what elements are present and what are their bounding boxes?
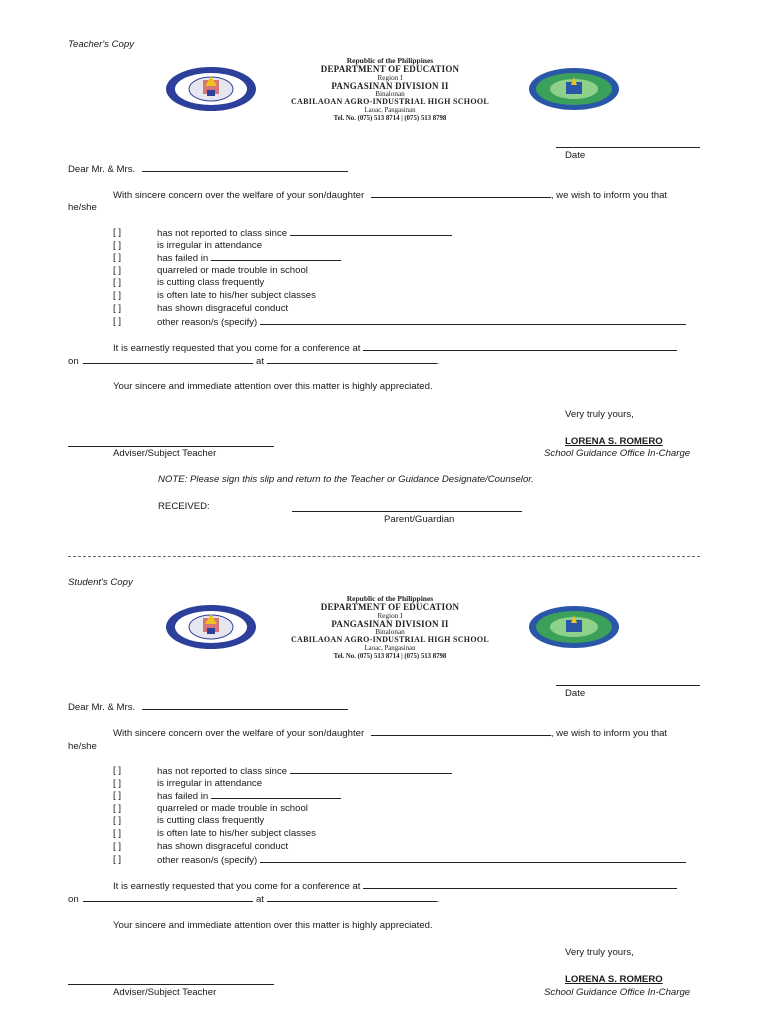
cut-line xyxy=(68,556,700,557)
counselor-title: School Guidance Office In-Charge xyxy=(544,448,691,459)
date-label: Date xyxy=(565,688,586,699)
letterhead-town: Binalonan xyxy=(375,628,405,637)
intro-line xyxy=(113,727,667,739)
intro-text: With sincere concern over the welfare of your son/daughter xyxy=(113,728,365,739)
school-seal-icon xyxy=(528,67,620,111)
letterhead xyxy=(268,57,512,123)
reason-item: other reason/s (specify) xyxy=(157,316,686,328)
reason-item: has not reported to class since xyxy=(157,227,452,239)
reason-item: is irregular in attendance xyxy=(157,240,263,251)
letterhead-tel: Tel. No. (075) 513 8714 | (075) 513 8798 xyxy=(333,115,447,123)
letterhead-division: PANGASINAN DIVISION II xyxy=(331,80,449,91)
salutation xyxy=(68,701,348,713)
reason-checkbox[interactable]: [ ] xyxy=(113,290,121,301)
fill-line[interactable] xyxy=(211,790,341,799)
letterhead-tel: Tel. No. (075) 513 8714 | (075) 513 8798 xyxy=(333,653,447,661)
letterhead-region: Region I xyxy=(377,73,403,82)
counselor-title: School Guidance Office In-Charge xyxy=(544,987,691,998)
intro-line xyxy=(113,189,667,201)
letterhead-department: DEPARTMENT OF EDUCATION xyxy=(320,64,460,75)
letterhead-school: CABILAOAN AGRO-INDUSTRIAL HIGH SCHOOL xyxy=(290,97,490,107)
note-text: NOTE: Please sign this slip and return to the Teacher or Guidance Designate/Counselor. xyxy=(158,474,534,485)
reason-item: quarreled or made trouble in school xyxy=(157,265,308,276)
letterhead-region: Region I xyxy=(377,611,403,620)
date-label: Date xyxy=(565,150,586,161)
reason-item: has failed in xyxy=(157,252,341,264)
conference-date-line: on at . xyxy=(68,356,440,367)
conference-time-fill[interactable] xyxy=(267,893,437,902)
fill-line[interactable] xyxy=(290,765,452,774)
conference-place-line[interactable] xyxy=(363,342,677,351)
fill-line[interactable] xyxy=(290,227,452,236)
parent-label: Parent/Guardian xyxy=(384,514,455,525)
letterhead-division: PANGASINAN DIVISION II xyxy=(331,618,449,629)
appreciation-text: Your sincere and immediate attention over this matter is highly appreciated. xyxy=(113,381,433,392)
fill-line[interactable] xyxy=(260,316,686,325)
adviser-label: Adviser/Subject Teacher xyxy=(113,987,217,998)
conference-date-fill[interactable] xyxy=(83,893,253,902)
parent-name-line[interactable] xyxy=(142,701,348,710)
reason-checkbox[interactable]: [ ] xyxy=(113,277,121,288)
parent-signature-line[interactable] xyxy=(292,511,522,512)
reason-checkbox[interactable]: [ ] xyxy=(113,778,121,789)
salutation xyxy=(68,163,348,175)
conference-date-fill[interactable] xyxy=(83,355,253,364)
date-line[interactable] xyxy=(556,685,700,686)
letterhead-address: Laoac, Pangasinan xyxy=(364,106,416,114)
parent-name-line[interactable] xyxy=(142,163,348,172)
reason-item: is irregular in attendance xyxy=(157,778,263,789)
he-she-text: he/she xyxy=(68,202,97,213)
adviser-signature-line[interactable] xyxy=(68,984,274,985)
reason-item: is cutting class frequently xyxy=(157,815,265,826)
reason-checkbox[interactable]: [ ] xyxy=(113,265,121,276)
fill-line[interactable] xyxy=(260,854,686,863)
conference-place-line[interactable] xyxy=(363,880,677,889)
letterhead-school: CABILAOAN AGRO-INDUSTRIAL HIGH SCHOOL xyxy=(290,635,490,645)
reason-checkbox[interactable]: [ ] xyxy=(113,765,121,776)
received-label: RECEIVED: xyxy=(158,501,210,512)
letterhead-republic: Republic of the Philippines xyxy=(346,594,434,603)
letterhead-address: Laoac, Pangasinan xyxy=(364,644,416,652)
reason-checkbox[interactable]: [ ] xyxy=(113,790,121,801)
appreciation-text: Your sincere and immediate attention over this matter is highly appreciated. xyxy=(113,920,433,931)
intro-text: With sincere concern over the welfare of your son/daughter xyxy=(113,190,365,201)
he-she-text: he/she xyxy=(68,741,97,752)
reason-item: has shown disgraceful conduct xyxy=(157,841,289,852)
letterhead-republic: Republic of the Philippines xyxy=(346,56,434,65)
closing-text: Very truly yours, xyxy=(565,409,634,420)
reason-item: has failed in xyxy=(157,790,341,802)
intro-end-text: , we wish to inform you that xyxy=(550,190,668,201)
date-line[interactable] xyxy=(556,147,700,148)
fill-line[interactable] xyxy=(211,252,341,261)
reason-item: is often late to his/her subject classes xyxy=(157,290,316,301)
letterhead xyxy=(268,595,512,661)
reason-checkbox[interactable]: [ ] xyxy=(113,316,121,327)
copy-label: Teacher's Copy xyxy=(68,39,135,50)
adviser-label: Adviser/Subject Teacher xyxy=(113,448,217,459)
reason-checkbox[interactable]: [ ] xyxy=(113,828,121,839)
student-name-line[interactable] xyxy=(371,727,551,736)
reason-item: is often late to his/her subject classes xyxy=(157,828,316,839)
reason-checkbox[interactable]: [ ] xyxy=(113,803,121,814)
conference-line: It is earnestly requested that you come for a conference at xyxy=(113,880,677,892)
reason-checkbox[interactable]: [ ] xyxy=(113,815,121,826)
reason-checkbox[interactable]: [ ] xyxy=(113,303,121,314)
reason-item: has shown disgraceful conduct xyxy=(157,303,289,314)
reason-checkbox[interactable]: [ ] xyxy=(113,240,121,251)
conference-date-line: on at . xyxy=(68,894,440,905)
school-seal-icon xyxy=(528,605,620,649)
intro-end-text: , we wish to inform you that xyxy=(550,728,668,739)
letterhead-town: Binalonan xyxy=(375,90,405,99)
reason-item: is cutting class frequently xyxy=(157,277,265,288)
salutation-text: Dear Mr. & Mrs. xyxy=(68,164,136,175)
reason-item: other reason/s (specify) xyxy=(157,854,686,866)
adviser-signature-line[interactable] xyxy=(68,446,274,447)
salutation-text: Dear Mr. & Mrs. xyxy=(68,702,136,713)
reason-checkbox[interactable]: [ ] xyxy=(113,841,121,852)
reason-checkbox[interactable]: [ ] xyxy=(113,854,121,865)
letterhead-department: DEPARTMENT OF EDUCATION xyxy=(320,602,460,613)
deped-seal-icon xyxy=(165,604,257,650)
reason-item: has not reported to class since xyxy=(157,765,452,777)
conference-time-fill[interactable] xyxy=(267,355,437,364)
closing-text: Very truly yours, xyxy=(565,947,634,958)
copy-label: Student's Copy xyxy=(68,577,133,588)
counselor-name: LORENA S. ROMERO xyxy=(565,974,663,985)
deped-seal-icon xyxy=(165,66,257,112)
conference-line: It is earnestly requested that you come for a conference at xyxy=(113,342,677,354)
reason-item: quarreled or made trouble in school xyxy=(157,803,308,814)
reason-checkbox[interactable]: [ ] xyxy=(113,252,121,263)
reason-checkbox[interactable]: [ ] xyxy=(113,227,121,238)
student-name-line[interactable] xyxy=(371,189,551,198)
counselor-name: LORENA S. ROMERO xyxy=(565,436,663,447)
